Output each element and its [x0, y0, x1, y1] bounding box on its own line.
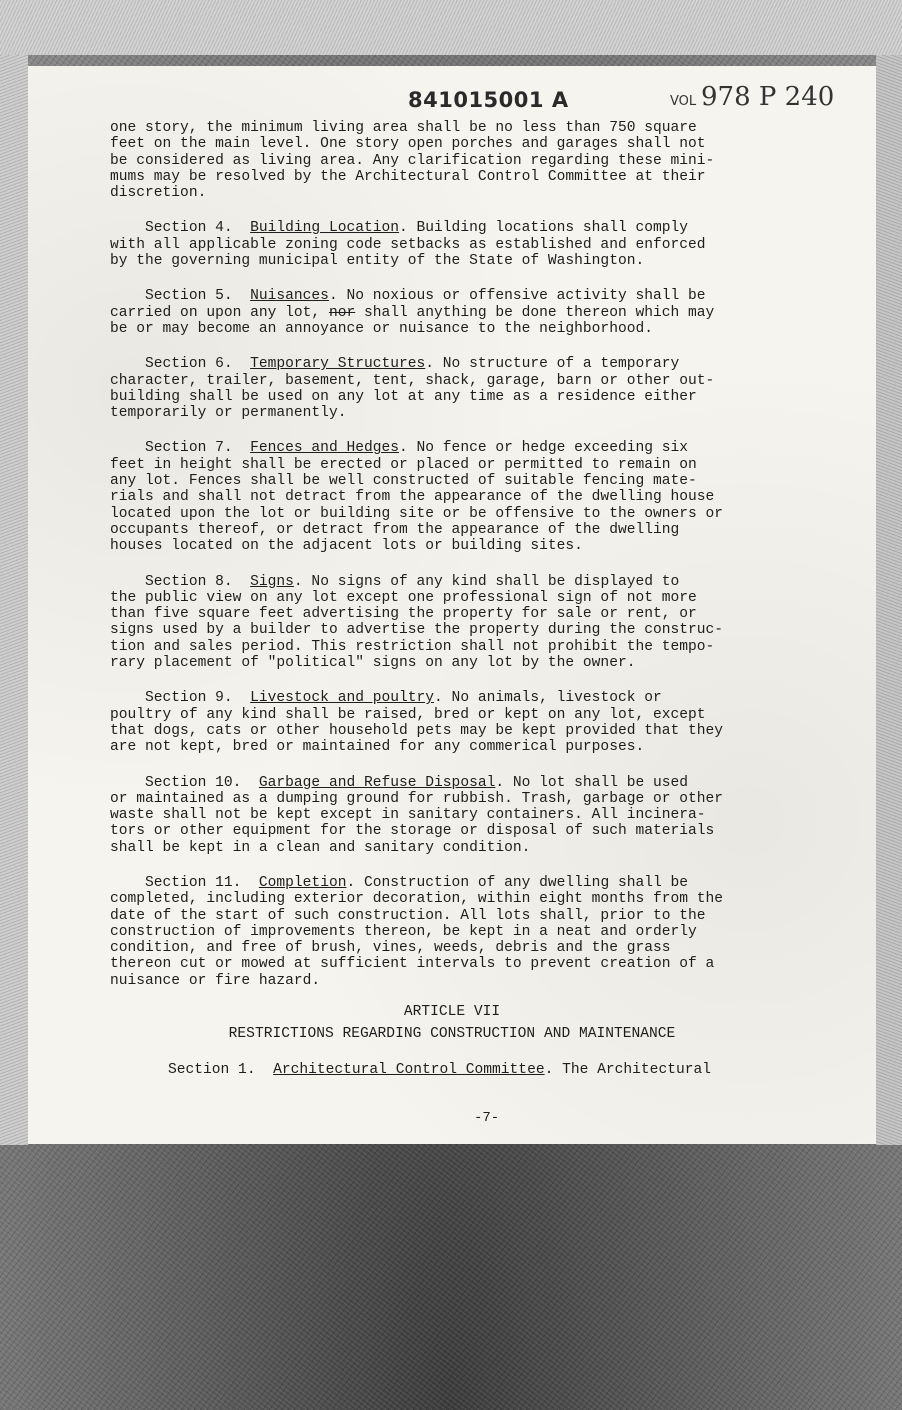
- text-line: any lot. Fences shall be well constructed of suitable fencing mate-: [110, 473, 697, 490]
- section-text: . Building locations shall comply: [399, 220, 689, 237]
- section-8: [110, 574, 830, 672]
- volume-label: VOL: [670, 94, 697, 109]
- section-5: [110, 288, 830, 337]
- text-line: character, trailer, basement, tent, shack, garage, barn or other out-: [110, 372, 715, 389]
- text-line: be or may become an annoyance or nuisance to the neighborhood.: [110, 320, 653, 337]
- section-title: Livestock and poultry: [250, 690, 435, 707]
- text-line: be considered as living area. Any clarification regarding these mini-: [110, 152, 715, 169]
- text-line: occupants thereof, or detract from the appearance of the dwelling: [110, 521, 680, 538]
- section-label: Section 6.: [145, 356, 233, 373]
- section-text: . No structure of a temporary: [425, 356, 680, 373]
- section-label: Section 8.: [145, 573, 233, 590]
- text-line: are not kept, bred or maintained for any commerical purposes.: [110, 739, 645, 756]
- section-title: Architectural Control Committee: [273, 1062, 545, 1078]
- section-title: Signs: [250, 573, 294, 590]
- scan-right-edge: [876, 55, 902, 1145]
- text-fragment: carried on upon any lot,: [110, 304, 329, 321]
- text-line: date of the start of such construction. All lots shall, prior to the: [110, 907, 706, 924]
- text-line: or maintained as a dumping ground for rubbish. Trash, garbage or other: [110, 790, 724, 807]
- struck-word: nor: [328, 304, 356, 321]
- volume-page-number: 978 P 240: [701, 82, 835, 112]
- text-line: building shall be used on any lot at any time as a residence either: [110, 388, 697, 405]
- section-11: [110, 875, 830, 989]
- section-9: [110, 690, 830, 755]
- text-line: feet in height shall be erected or placed or permitted to remain on: [110, 456, 697, 473]
- article-heading: ARTICLE VII: [403, 1004, 501, 1020]
- article-title: RESTRICTIONS REGARDING CONSTRUCTION AND MAINTENANCE: [228, 1026, 676, 1042]
- text-line: tors or other equipment for the storage or disposal of such materials: [110, 823, 715, 840]
- text-line: mums may be resolved by the Architectural Control Committee at their: [110, 168, 706, 185]
- text-line: discretion.: [110, 185, 207, 202]
- text-line: completed, including exterior decoration, within eight months from the: [110, 891, 724, 908]
- section-7: [110, 440, 830, 554]
- page-number: -7-: [474, 1110, 500, 1126]
- text-line: with all applicable zoning code setbacks as established and enforced: [110, 236, 706, 253]
- section-label: Section 4.: [145, 220, 233, 237]
- section-text: . Construction of any dwelling shall be: [346, 874, 689, 891]
- section-label: Section 11.: [145, 874, 242, 891]
- section-title: Nuisances: [250, 288, 329, 305]
- text-line: construction of improvements thereon, be kept in a neat and orderly: [110, 923, 697, 940]
- text-line: waste shall not be kept except in sanitary containers. All incinera-: [110, 807, 706, 824]
- section-label: Section 7.: [145, 440, 233, 457]
- section-title: Completion: [258, 874, 347, 891]
- section-10: [110, 775, 830, 856]
- section-label: Section 9.: [145, 690, 233, 707]
- section-label: Section 5.: [145, 288, 233, 305]
- section-title: Temporary Structures: [250, 356, 426, 373]
- covenant-text: [110, 120, 830, 1008]
- text-line: that dogs, cats or other household pets may be kept provided that they: [110, 722, 724, 739]
- section-label: Section 1.: [168, 1062, 256, 1078]
- text-line: houses located on the adjacent lots or building sites.: [110, 538, 583, 555]
- scan-top-edge: [0, 0, 902, 55]
- document-page: [28, 66, 876, 1144]
- text-line: than five square feet advertising the property for sale or rent, or: [110, 606, 697, 623]
- section-text: . No signs of any kind shall be displayed to: [293, 573, 680, 590]
- text-line: by the governing municipal entity of the State of Washington.: [110, 253, 645, 270]
- section-6: [110, 356, 830, 421]
- text-line: feet on the main level. One story open porches and garages shall not: [110, 136, 706, 153]
- text-line: tion and sales period. This restriction shall not prohibit the tempo-: [110, 638, 715, 655]
- section-title: Building Location: [250, 220, 400, 237]
- text-line: the public view on any lot except one professional sign of not more: [110, 589, 697, 606]
- text-line: nuisance or fire hazard.: [110, 972, 321, 989]
- paragraph-continued: [110, 120, 830, 201]
- scan-left-edge: [0, 55, 28, 1145]
- text-line: thereon cut or mowed at sufficient intervals to prevent creation of a: [110, 956, 715, 973]
- section-title: Garbage and Refuse Disposal: [258, 774, 496, 791]
- section-text: . No animals, livestock or: [434, 690, 662, 707]
- section-text: . No noxious or offensive activity shall be: [328, 288, 706, 305]
- text-line: poultry of any kind shall be raised, bred or kept on any lot, except: [110, 706, 706, 723]
- recording-number: 841015001 A: [408, 88, 569, 112]
- text-line: condition, and free of brush, vines, weeds, debris and the grass: [110, 940, 671, 957]
- text-line: shall be kept in a clean and sanitary condition.: [110, 839, 531, 856]
- section-text: . The Architectural: [544, 1062, 711, 1078]
- text-line: signs used by a builder to advertise the property during the construc-: [110, 622, 724, 639]
- section-text: . No lot shall be used: [495, 774, 689, 791]
- section-text: . No fence or hedge exceeding six: [399, 440, 689, 457]
- section-label: Section 10.: [145, 774, 242, 791]
- text-line: temporarily or permanently.: [110, 405, 347, 422]
- section-title: Fences and Hedges: [250, 440, 400, 457]
- text-line: located upon the lot or building site or be offensive to the owners or: [110, 505, 724, 522]
- text-fragment: shall anything be done thereon which may: [355, 304, 715, 321]
- text-line: one story, the minimum living area shall be no less than 750 square: [110, 120, 697, 136]
- text-line: rials and shall not detract from the appearance of the dwelling house: [110, 489, 715, 506]
- text-line: rary placement of "political" signs on any lot by the owner.: [110, 655, 636, 672]
- article-7-section-1: [168, 1062, 711, 1078]
- section-4: [110, 220, 830, 269]
